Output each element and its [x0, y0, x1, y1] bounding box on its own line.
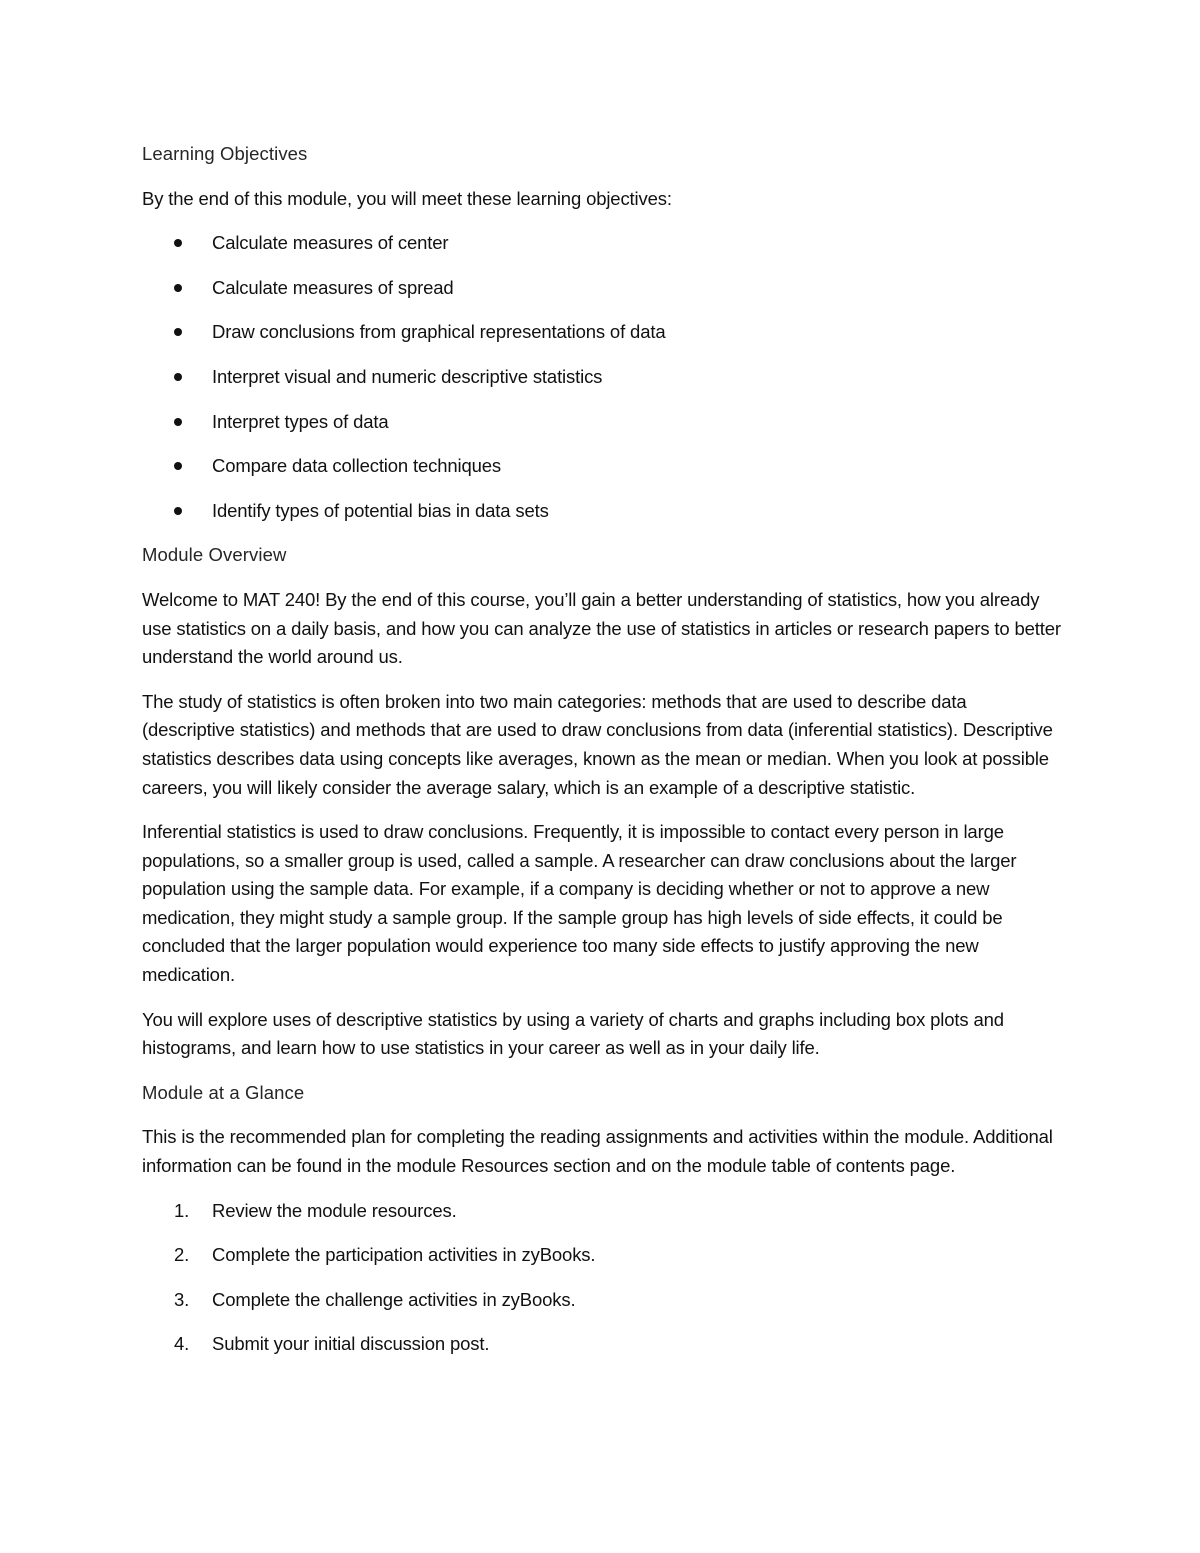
bullet-icon: [174, 462, 182, 470]
bullet-icon: [174, 507, 182, 515]
list-item: [142, 1197, 1062, 1226]
list-item: [142, 229, 1062, 258]
overview-paragraph: Welcome to MAT 240! By the end of this course, you’ll gain a better understanding of statistics, how you already use statistics on a daily basis, and how you can analyze the use of statistics in articles or research papers to better understand the world around us.: [142, 588, 1061, 668]
list-item-text: Identify types of potential bias in data sets: [212, 499, 549, 521]
step-text: Complete the challenge activities in zyBooks.: [212, 1288, 576, 1310]
glance-intro: This is the recommended plan for completing the reading assignments and activities within the module. Additional information can be found in the module Resources section and on the module table of contents page.: [142, 1126, 1053, 1177]
learning-objectives-intro: By the end of this module, you will meet these learning objectives:: [142, 187, 672, 209]
step-number: 1.: [174, 1199, 190, 1221]
list-item-text: Interpret types of data: [212, 410, 389, 432]
list-item-text: Compare data collection techniques: [212, 455, 502, 477]
step-number: 3.: [174, 1288, 190, 1310]
bullet-icon: [174, 328, 182, 336]
bullet-icon: [174, 284, 182, 292]
list-item: [142, 318, 1062, 347]
module-at-a-glance-heading: Module at a Glance: [142, 1081, 305, 1103]
list-item-text: Calculate measures of spread: [212, 276, 454, 298]
list-item-text: Draw conclusions from graphical representations of data: [212, 321, 666, 343]
list-item: [142, 497, 1062, 526]
list-item-text: Interpret visual and numeric descriptive statistics: [212, 365, 603, 387]
glance-steps-list: [142, 1197, 1062, 1359]
document-page: [142, 140, 1062, 1375]
bullet-icon: [174, 418, 182, 426]
list-item: [142, 1330, 1062, 1359]
overview-paragraph: You will explore uses of descriptive statistics by using a variety of charts and graphs including box plots and histograms, and learn how to use statistics in your career as well as in your daily life.: [142, 1008, 1004, 1059]
learning-objectives-heading: Learning Objectives: [142, 143, 308, 164]
module-overview-heading: Module Overview: [142, 544, 287, 566]
overview-paragraph: The study of statistics is often broken into two main categories: methods that are used to describe data (descriptive statistics) and methods that are used to draw conclusions from data (inferential statistics). Descriptive statistics describes data using concepts like averages, known as the mean or median. When you look at possible careers, you will likely consider the average salary, which is an example of a descriptive statistic.: [142, 690, 1053, 798]
step-number: 4.: [174, 1333, 190, 1355]
learning-objectives-list: [142, 229, 1062, 525]
step-text: Review the module resources.: [212, 1199, 457, 1221]
bullet-icon: [174, 239, 182, 247]
step-text: Complete the participation activities in zyBooks.: [212, 1244, 596, 1266]
list-item-text: Calculate measures of center: [212, 232, 449, 254]
overview-paragraph: Inferential statistics is used to draw conclusions. Frequently, it is impossible to contact every person in large populations, so a smaller group is used, called a sample. A researcher can draw conclusions about the larger population using the sample data. For example, if a company is deciding whether or not to approve a new medication, they might study a sample group. If the sample group has high levels of side effects, it could be concluded that the larger population would experience too many side effects to justify approving the new medication.: [142, 821, 1017, 986]
list-item: [142, 363, 1062, 392]
list-item: [142, 408, 1062, 437]
bullet-icon: [174, 373, 182, 381]
step-number: 2.: [174, 1244, 190, 1266]
list-item: [142, 452, 1062, 481]
list-item: [142, 1241, 1062, 1270]
list-item: [142, 274, 1062, 303]
step-text: Submit your initial discussion post.: [212, 1333, 490, 1355]
list-item: [142, 1286, 1062, 1315]
